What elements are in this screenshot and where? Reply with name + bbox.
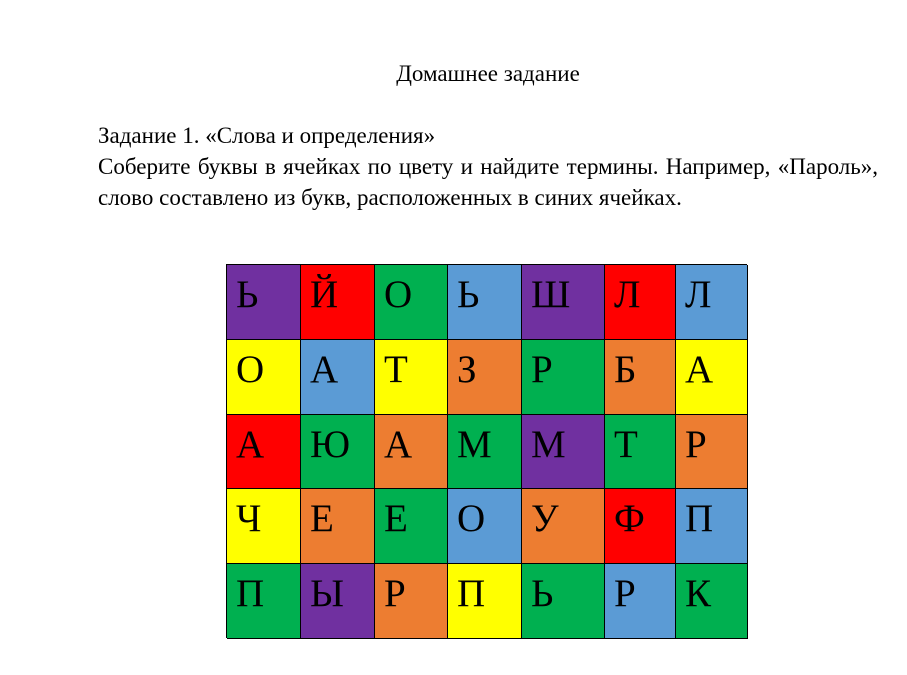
grid-cell-blue: Л [676,265,748,340]
letter-grid [226,264,747,638]
grid-cell-blue: О [448,489,522,564]
grid-cell-purple: Ь [227,265,301,340]
grid-cell-green: Ю [301,415,375,489]
grid-cell-orange: З [448,340,522,415]
grid-cell-orange: У [522,489,605,564]
grid-cell-orange: Б [605,340,676,415]
grid-cell-yellow: О [227,340,301,415]
grid-cell-red: А [227,415,301,489]
grid-cell-purple: Ы [301,564,375,639]
document-title: Домашнее задание [396,61,580,86]
grid-cell-red: Л [605,265,676,340]
task-block [98,120,878,213]
task-heading: Задание 1. «Слова и определения» [98,123,436,148]
grid-cell-orange: А [375,415,448,489]
grid-cell-red: Й [301,265,375,340]
grid-cell-green: О [375,265,448,340]
grid-cell-yellow: А [676,340,748,415]
grid-cell-blue: Р [605,564,676,639]
grid-cell-orange: Р [375,564,448,639]
grid-cell-green: Р [522,340,605,415]
grid-cell-blue: А [301,340,375,415]
grid-cell-yellow: П [448,564,522,639]
grid-cell-orange: Р [676,415,748,489]
grid-cell-red: Ф [605,489,676,564]
grid-cell-green: Ь [522,564,605,639]
grid-cell-green: Е [375,489,448,564]
grid-cell-orange: Е [301,489,375,564]
grid-cell-blue: П [676,489,748,564]
grid-cell-purple: Ш [522,265,605,340]
grid-cell-green: П [227,564,301,639]
grid-cell-green: М [448,415,522,489]
grid-cell-yellow: Ч [227,489,301,564]
grid-cell-green: Т [605,415,676,489]
task-instructions: Соберите буквы в ячейках по цвету и найдите термины. Например, «Пароль», слово составлено из букв, расположенных в синих ячейках. [98,154,878,210]
grid-cell-green: К [676,564,748,639]
grid-cell-blue: Ь [448,265,522,340]
grid-cell-yellow: Т [375,340,448,415]
grid-cell-purple: М [522,415,605,489]
